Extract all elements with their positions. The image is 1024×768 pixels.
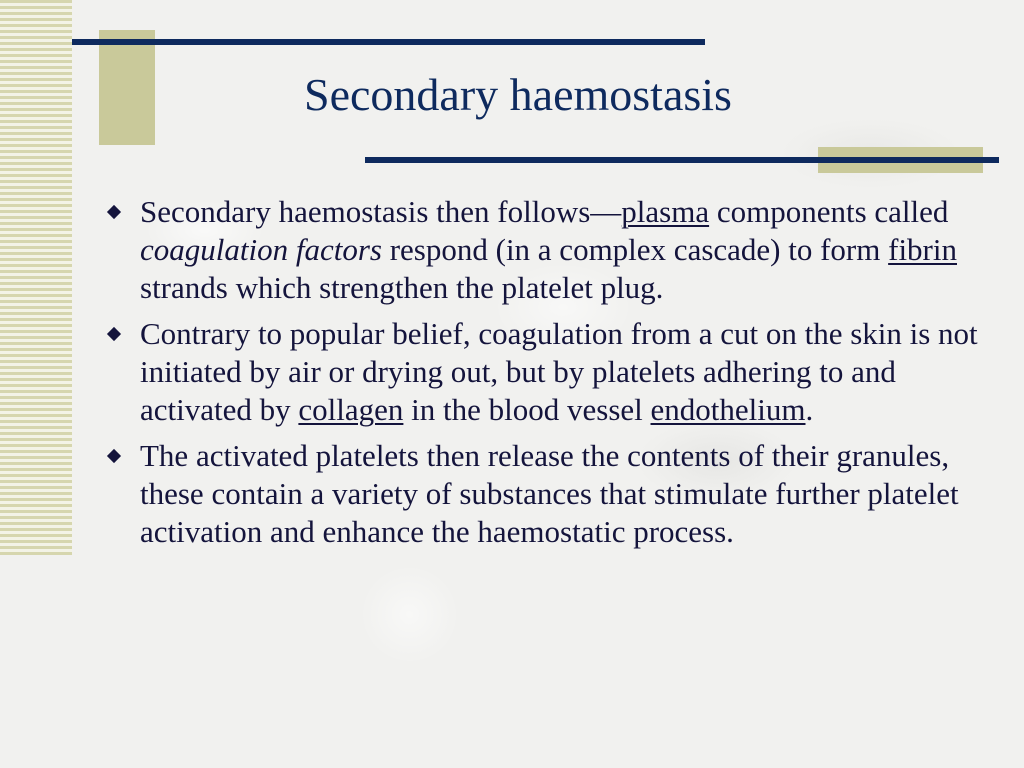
bullet-2-text-2: in the blood vessel — [403, 392, 651, 427]
bullet-2-text-1: Contrary to popular belief, coagulation from a cut on the skin is not initiated by air or drying out, but by platelets adhering to and activated by — [140, 316, 978, 427]
slide-title: Secondary haemostasis — [304, 69, 732, 120]
diamond-bullet-icon — [107, 327, 121, 341]
bullet-list — [104, 193, 984, 559]
endothelium-link[interactable]: endothelium — [650, 392, 806, 427]
plasma-link[interactable]: plasma — [621, 194, 710, 229]
bullet-1-text-1: Secondary haemostasis then follows— — [140, 194, 622, 229]
bullet-item-1 — [104, 193, 984, 307]
bullet-3-text-1: The activated platelets then release the contents of their granules, these contain a variety of substances that stimulate further platelet activation and enhance the haemostatic process. — [140, 438, 959, 549]
fibrin-link[interactable]: fibrin — [888, 232, 957, 267]
diamond-bullet-icon — [107, 205, 121, 219]
diamond-bullet-icon — [107, 449, 121, 463]
bullet-1-text-3: respond (in a complex cascade) to form — [381, 232, 889, 267]
collagen-link[interactable]: collagen — [298, 392, 404, 427]
bullet-1-text-4: strands which strengthen the platelet plug. — [140, 270, 664, 305]
title-rule-top — [72, 39, 705, 45]
bullet-2-text-3: . — [805, 392, 814, 427]
decorative-tan-block-left — [99, 30, 155, 145]
bullet-item-2 — [104, 315, 984, 429]
bullet-1-text-2: components called — [709, 194, 949, 229]
decorative-stripes — [0, 0, 72, 555]
coagulation-factors-emphasis: coagulation factors — [140, 232, 382, 267]
bullet-item-3 — [104, 437, 984, 551]
title-rule-bottom — [365, 157, 999, 163]
